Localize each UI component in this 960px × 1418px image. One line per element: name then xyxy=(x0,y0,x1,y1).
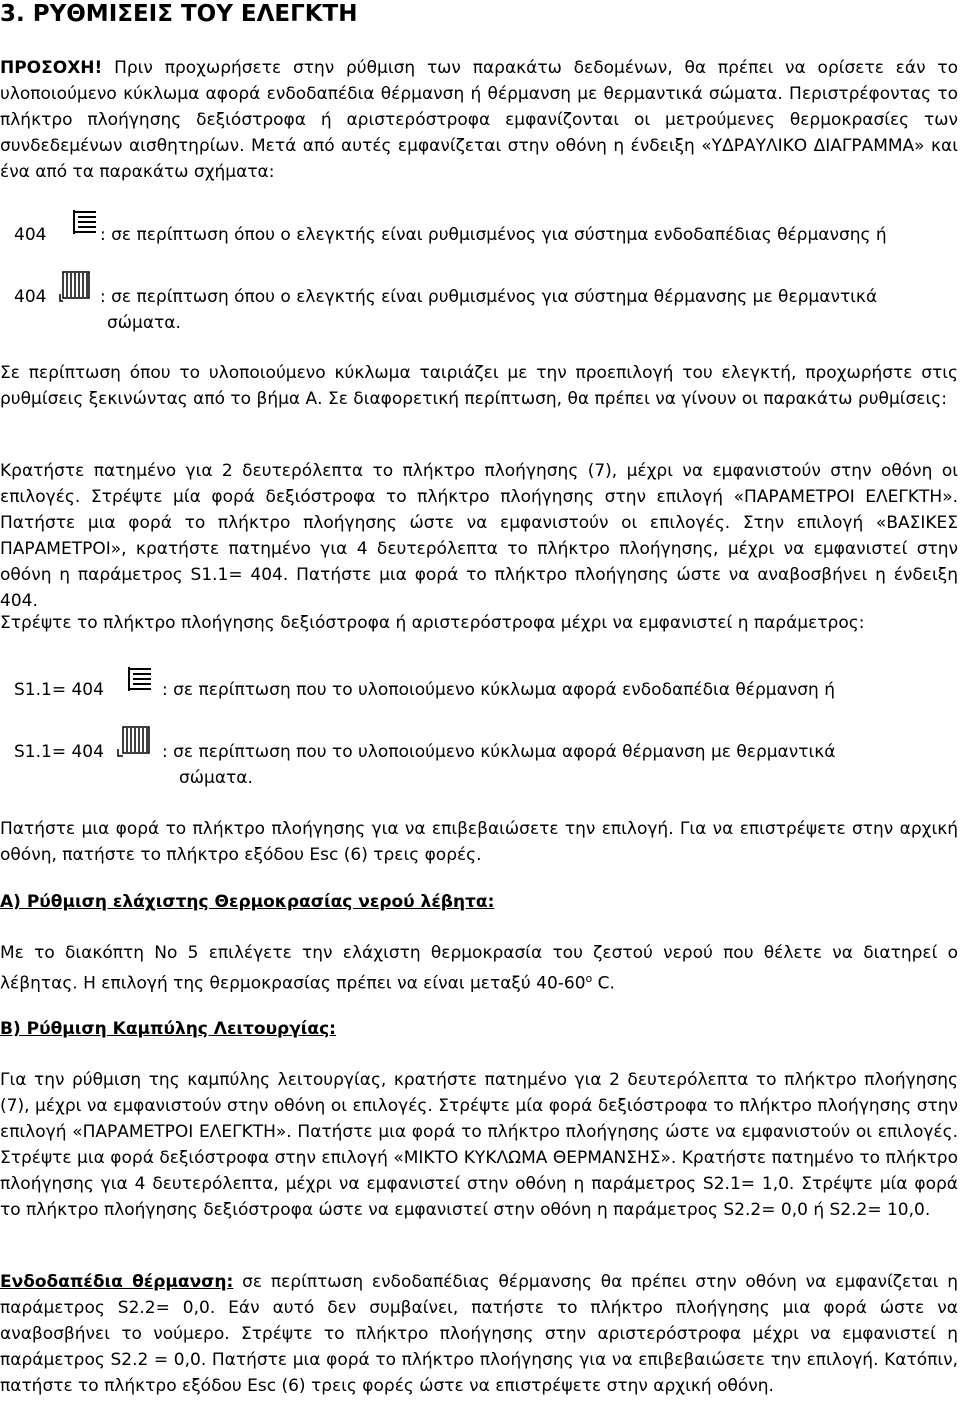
section-b-text: Για την ρύθμιση της καμπύλης λειτουργίας, κρατήστε πατημένο για 2 δευτερόλεπτα το πλήκτρο πλοήγησης (7), μέχρι να εμφανιστούν στην οθόνη οι επιλογές. Στρέψτε μία φορά δεξιόστροφα το πλήκτρο πλοήγησης στην επιλογή «ΠΑΡΑΜΕΤΡΟΙ ΕΛΕΓΚΤΗ». Πατήστε μια φορά το πλήκτρο πλοήγησης ώστε να εμφανιστούν οι επιλογές. Στρέψτε μια φορά δεξιόστροφα στην επιλογή «ΜΙΚΤΟ ΚΥΚΛΩΜΑ ΘΕΡΜΑΝΣΗΣ». Κρατήστε πατημένο το πλήκτρο πλοήγησης για 4 δευτερόλεπτα, μέχρι να εμφανιστεί στην οθόνη η παράμετρος S2.1= 1,0. Στρέψτε μία φορά το πλήκτρο πλοήγησης δεξιόστροφα ώστε να εμφανιστεί στην οθόνη η παράμετρος S2.2= 0,0 ή S2.2= 10,0. xyxy=(0,1070,958,1220)
floor-heating-paragraph xyxy=(0,1269,958,1399)
intro-text: Πριν προχωρήσετε στην ρύθμιση των παρακάτω δεδομένων, θα πρέπει να ορίσετε εάν το υλοποιούμενο κύκλωμα αφορά ενδοδαπέδια θέρμανση ή θέρμανση με θερμαντικά σώματα. Περιστρέφοντας το πλήκτρο πλοήγησης δεξιόστροφα ή αριστερόστροφα εμφανίζονται οι μετρούμενες θερμοκρασίες των συνδεδεμένων αισθητηρίων. Μετά από αυτές εμφανίζεται στην οθόνη η ένδειξη «ΥΔΡΑΥΛΙΚΟ ΔΙΑΓΡΑΜΜΑ» και ένα από τα παρακάτω σχήματα: xyxy=(0,58,958,182)
diagram-option-radiator xyxy=(0,284,960,340)
intro-paragraph xyxy=(0,55,958,185)
param-description: : σε περίπτωση που το υλοποιούμενο κύκλωμα αφορά ενδοδαπέδια θέρμανση ή xyxy=(162,680,835,700)
confirm-paragraph: Πατήστε μια φορά το πλήκτρο πλοήγησης για να επιβεβαιώσετε την επιλογή. Για να επιστρέψετε στην αρχική οθόνη, πατήστε το πλήκτρο εξόδου Esc (6) τρεις φορές. xyxy=(0,819,958,865)
option-description: : σε περίπτωση όπου ο ελεγκτής είναι ρυθμισμένος για σύστημα ενδοδαπέδιας θέρμανσης ή xyxy=(100,225,887,245)
diagram-option-floor xyxy=(0,222,960,252)
rotate-paragraph: Στρέψτε το πλήκτρο πλοήγησης δεξιόστροφα ή αριστερόστροφα μέχρι να εμφανιστεί η παράμετρος: xyxy=(0,613,865,633)
floor-heating-label: Ενδοδαπέδια θέρμανση: xyxy=(0,1272,234,1292)
param-option-floor xyxy=(0,677,960,707)
section-a-title: Α) Ρύθμιση ελάχιστης Θερμοκρασίας νερού λέβητα: xyxy=(0,892,495,912)
param-description-continued: σώματα. xyxy=(179,768,253,788)
param-code: S1.1= 404 xyxy=(14,680,104,700)
option-description-continued: σώματα. xyxy=(107,313,181,333)
param-option-radiator xyxy=(0,739,960,795)
floor-heating-text: σε περίπτωση ενδοδαπέδιας θέρμανσης θα πρέπει στην οθόνη να εμφανίζεται η παράμετρος S2.2= 0,0. Εάν αυτό δεν συμβαίνει, πατήστε το πλήκτρο πλοήγησης μια φορά ώστε να αναβοσβήνει το νούμερο. Στρέψτε το πλήκτρο πλοήγησης στην αριστερόστροφα μέχρι να εμφανιστεί η παράμετρος S2.2 = 0,0. Πατήστε μια φορά το πλήκτρο πλοήγησης για να επιβεβαιώσετε την επιλογή. Κατόπιν, πατήστε το πλήκτρο εξόδου Esc (6) τρεις φορές ώστε να επιστρέψετε στην αρχική οθόνη. xyxy=(0,1272,958,1396)
warning-label: ΠΡΟΣΟΧΗ! xyxy=(0,58,103,78)
preset-paragraph: Σε περίπτωση όπου το υλοποιούμενο κύκλωμα ταιριάζει με την προεπιλογή του ελεγκτή, προχωρήστε στις ρυθμίσεις ξεκινώντας από το βήμα Α. Σε διαφορετική περίπτωση, θα πρέπει να γίνουν οι παρακάτω ρυθμίσεις: xyxy=(0,363,958,409)
option-description: : σε περίπτωση όπου ο ελεγκτής είναι ρυθμισμένος για σύστημα θέρμανσης με θερμαντικά xyxy=(100,287,878,307)
steps-paragraph: Κρατήστε πατημένο για 2 δευτερόλεπτα το πλήκτρο πλοήγησης (7), μέχρι να εμφανιστούν στην οθόνη οι επιλογές. Στρέψτε μία φορά δεξιόστροφα το πλήκτρο πλοήγησης στην επιλογή «ΠΑΡΑΜΕΤΡΟΙ ΕΛΕΓΚΤΗ». Πατήστε μια φορά το πλήκτρο πλοήγησης ώστε να εμφανιστούν οι επιλογές. Στην επιλογή «ΒΑΣΙΚΕΣ ΠΑΡΑΜΕΤΡΟΙ», κρατήστε πατημένο για 4 δευτερόλεπτα το πλήκτρο πλοήγησης, μέχρι να εμφανιστεί στην οθόνη η παράμετρος S1.1= 404. Πατήστε μια φορά το πλήκτρο πλοήγησης ώστε να αναβοσβήνει η ένδειξη 404. xyxy=(0,461,958,611)
radiator-icon xyxy=(58,270,90,306)
floor-heating-icon xyxy=(127,665,155,697)
option-code: 404 xyxy=(14,225,47,245)
param-code: S1.1= 404 xyxy=(14,742,104,762)
degree-sign: o xyxy=(585,972,593,985)
floor-heating-icon xyxy=(72,208,100,240)
page-title: 3. ΡΥΘΜΙΣΕΙΣ ΤΟΥ ΕΛΕΓΚΤΗ xyxy=(0,1,358,27)
radiator-icon xyxy=(114,725,150,761)
section-b-title: Β) Ρύθμιση Καμπύλης Λειτουργίας: xyxy=(0,1019,336,1039)
param-description: : σε περίπτωση που το υλοποιούμενο κύκλωμα αφορά θέρμανση με θερμαντικά xyxy=(162,742,836,762)
section-a-text: Με το διακόπτη No 5 επιλέγετε την ελάχιστη θερμοκρασία του ζεστού νερού που θέλετε να διατηρεί ο λέβητας. Η επιλογή της θερμοκρασίας πρέπει να είναι μεταξύ 40-60$^o$ C. xyxy=(0,943,958,994)
option-code: 404 xyxy=(14,287,47,307)
